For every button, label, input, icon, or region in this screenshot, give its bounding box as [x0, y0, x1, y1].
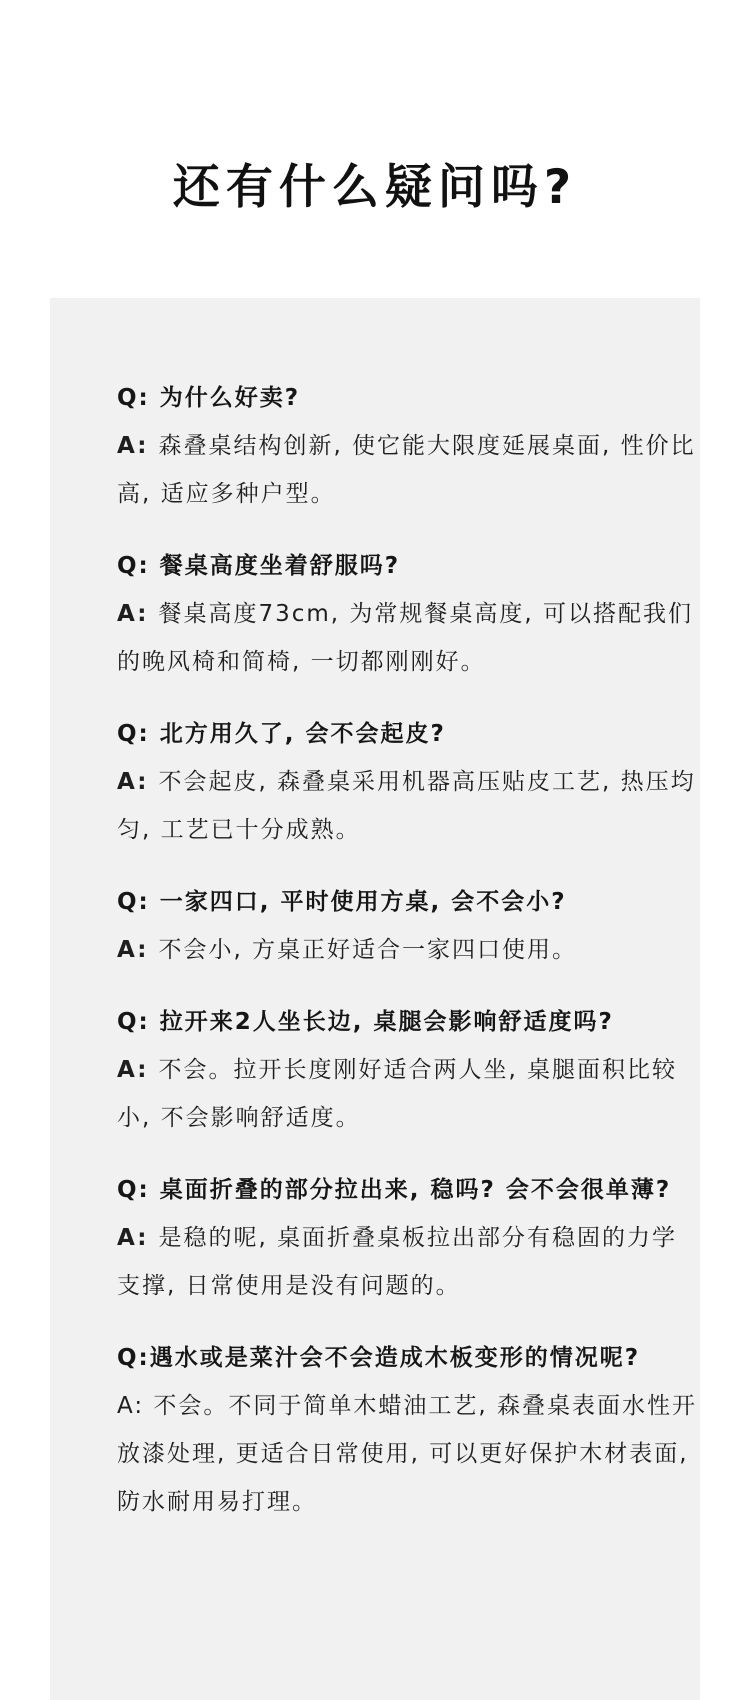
faq-panel [50, 298, 700, 1700]
answer-text: 是稳的呢, 桌面折叠桌板拉出部分有稳固的力学支撑, 日常使用是没有问题的。 [117, 1225, 678, 1299]
faq-question: Q: 北方用久了, 会不会起皮? [117, 721, 446, 747]
faq-answer [117, 1382, 697, 1526]
faq-question: Q: 桌面折叠的部分拉出来, 稳吗? 会不会很单薄? [117, 1177, 672, 1203]
faq-question: Q:遇水或是菜汁会不会造成木板变形的情况呢? [117, 1345, 641, 1371]
faq-item [117, 1166, 697, 1310]
answer-prefix: A: [117, 1057, 159, 1083]
faq-item [117, 542, 697, 686]
faq-answer [117, 1214, 697, 1310]
faq-answer [117, 590, 697, 686]
faq-answer [117, 758, 697, 854]
answer-text: 不会起皮, 森叠桌采用机器高压贴皮工艺, 热压均匀, 工艺已十分成熟。 [117, 769, 696, 843]
answer-text: 不会。不同于简单木蜡油工艺, 森叠桌表面水性开放漆处理, 更适合日常使用, 可以更好保护木材表面, 防水耐用易打理。 [117, 1393, 698, 1515]
answer-prefix: A: [117, 601, 159, 627]
answer-text: 不会小, 方桌正好适合一家四口使用。 [158, 937, 578, 963]
faq-question: Q: 餐桌高度坐着舒服吗? [117, 553, 401, 579]
answer-prefix: A: [117, 1225, 159, 1251]
faq-question: Q: 为什么好卖? [117, 385, 301, 411]
page-title: 还有什么疑问吗? [172, 160, 578, 215]
faq-item [117, 710, 697, 854]
answer-text: 餐桌高度73cm, 为常规餐桌高度, 可以搭配我们的晚风椅和简椅, 一切都刚刚好。 [117, 601, 693, 675]
faq-answer [117, 926, 697, 974]
faq-answer [117, 1046, 697, 1142]
faq-item [117, 1334, 697, 1526]
faq-question: Q: 一家四口, 平时使用方桌, 会不会小? [117, 889, 567, 915]
faq-list [117, 374, 697, 1550]
faq-item [117, 374, 697, 518]
faq-item [117, 998, 697, 1142]
faq-item [117, 878, 697, 974]
answer-text: 不会。拉开长度刚好适合两人坐, 桌腿面积比较小, 不会影响舒适度。 [117, 1057, 678, 1131]
answer-prefix: A: [117, 1393, 154, 1419]
answer-text: 森叠桌结构创新, 使它能大限度延展桌面, 性价比高, 适应多种户型。 [117, 433, 696, 507]
faq-question: Q: 拉开来2人坐长边, 桌腿会影响舒适度吗? [117, 1009, 614, 1035]
answer-prefix: A: [117, 769, 159, 795]
faq-answer [117, 422, 697, 518]
answer-prefix: A: [117, 433, 159, 459]
answer-prefix: A: [117, 937, 159, 963]
